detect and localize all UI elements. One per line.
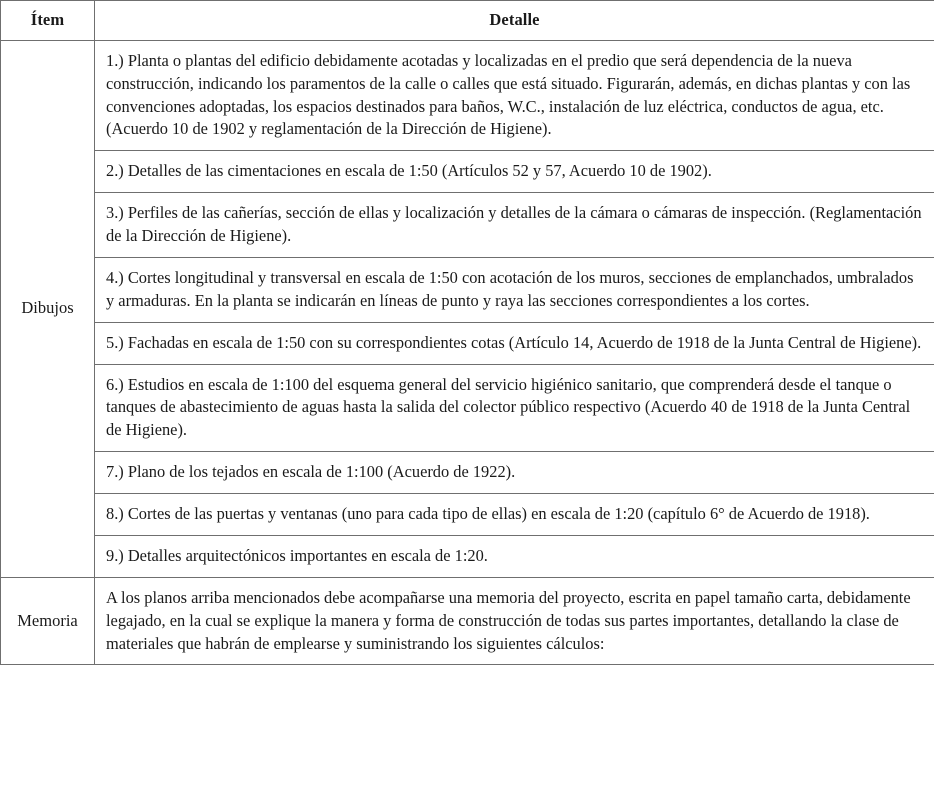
- detail-text-8: 8.) Cortes de las puertas y ventanas (uno para cada tipo de ellas) en escala de 1:20 (capítulo 6° de Acuerdo de 1918).: [95, 494, 934, 536]
- table-header: [1, 1, 934, 41]
- list-item: [95, 257, 934, 322]
- detail-text-4: 4.) Cortes longitudinal y transversal en escala de 1:50 con acotación de los muros, secciones de emplanchados, umbralados y armaduras. En la planta se indicarán en líneas de punto y raya las secciones correspondientes a los cortes.: [95, 257, 934, 322]
- column-header-item: Ítem: [1, 1, 95, 41]
- list-item: [95, 41, 934, 151]
- table-header-row: [1, 1, 934, 41]
- detail-text-7: 7.) Plano de los tejados en escala de 1:100 (Acuerdo de 1922).: [95, 452, 934, 494]
- detail-text-memoria: A los planos arriba mencionados debe acompañarse una memoria del proyecto, escrita en papel tamaño carta, debidamente legajado, en la cual se explique la manera y forma de construcción de todas sus partes importantes, detallando la clase de materiales que habrán de emplearse y suministrando los siguientes cálculos:: [95, 577, 934, 665]
- table-body: [1, 40, 934, 665]
- list-item: [95, 322, 934, 364]
- table-row-dibujos: [1, 40, 934, 577]
- table-row-memoria: [1, 577, 934, 665]
- list-item: [95, 452, 934, 494]
- detail-text-9: 9.) Detalles arquitectónicos importantes en escala de 1:20.: [95, 535, 934, 576]
- list-item: [95, 494, 934, 536]
- detail-text-2: 2.) Detalles de las cimentaciones en escala de 1:50 (Artículos 52 y 57, Acuerdo 10 de 1902).: [95, 151, 934, 193]
- list-item: [95, 535, 934, 576]
- detail-text-1: 1.) Planta o plantas del edificio debidamente acotadas y localizadas en el predio que será dependencia de la nueva construcción, indicando los paramentos de la calle o calles que está situado. Figurarán, además, en dichas plantas y con las convenciones adoptadas, los espacios destinados para baños, W.C., instalación de luz eléctrica, conductos de agua, etc. (Acuerdo 10 de 1902 y reglamentación de la Dirección de Higiene).: [95, 41, 934, 151]
- detail-text-6: 6.) Estudios en escala de 1:100 del esquema general del servicio higiénico sanitario, que comprenderá desde el tanque o tanques de abastecimiento de aguas hasta la salida del colector público respectivo (Acuerdo 40 de 1918 de la Junta Central de Higiene).: [95, 364, 934, 452]
- list-item: [95, 151, 934, 193]
- detail-cell-dibujos: [95, 40, 934, 577]
- category-label-memoria: Memoria: [1, 577, 95, 665]
- category-label-dibujos: Dibujos: [1, 40, 95, 577]
- dibujos-item-list: [95, 41, 934, 577]
- column-header-detalle: Detalle: [95, 1, 934, 41]
- list-item: [95, 193, 934, 258]
- detail-text-3: 3.) Perfiles de las cañerías, sección de ellas y localización y detalles de la cámara o cámaras de inspección. (Reglamentación de la Dirección de Higiene).: [95, 193, 934, 258]
- detail-text-5: 5.) Fachadas en escala de 1:50 con su correspondientes cotas (Artículo 14, Acuerdo de 1918 de la Junta Central de Higiene).: [95, 322, 934, 364]
- list-item: [95, 364, 934, 452]
